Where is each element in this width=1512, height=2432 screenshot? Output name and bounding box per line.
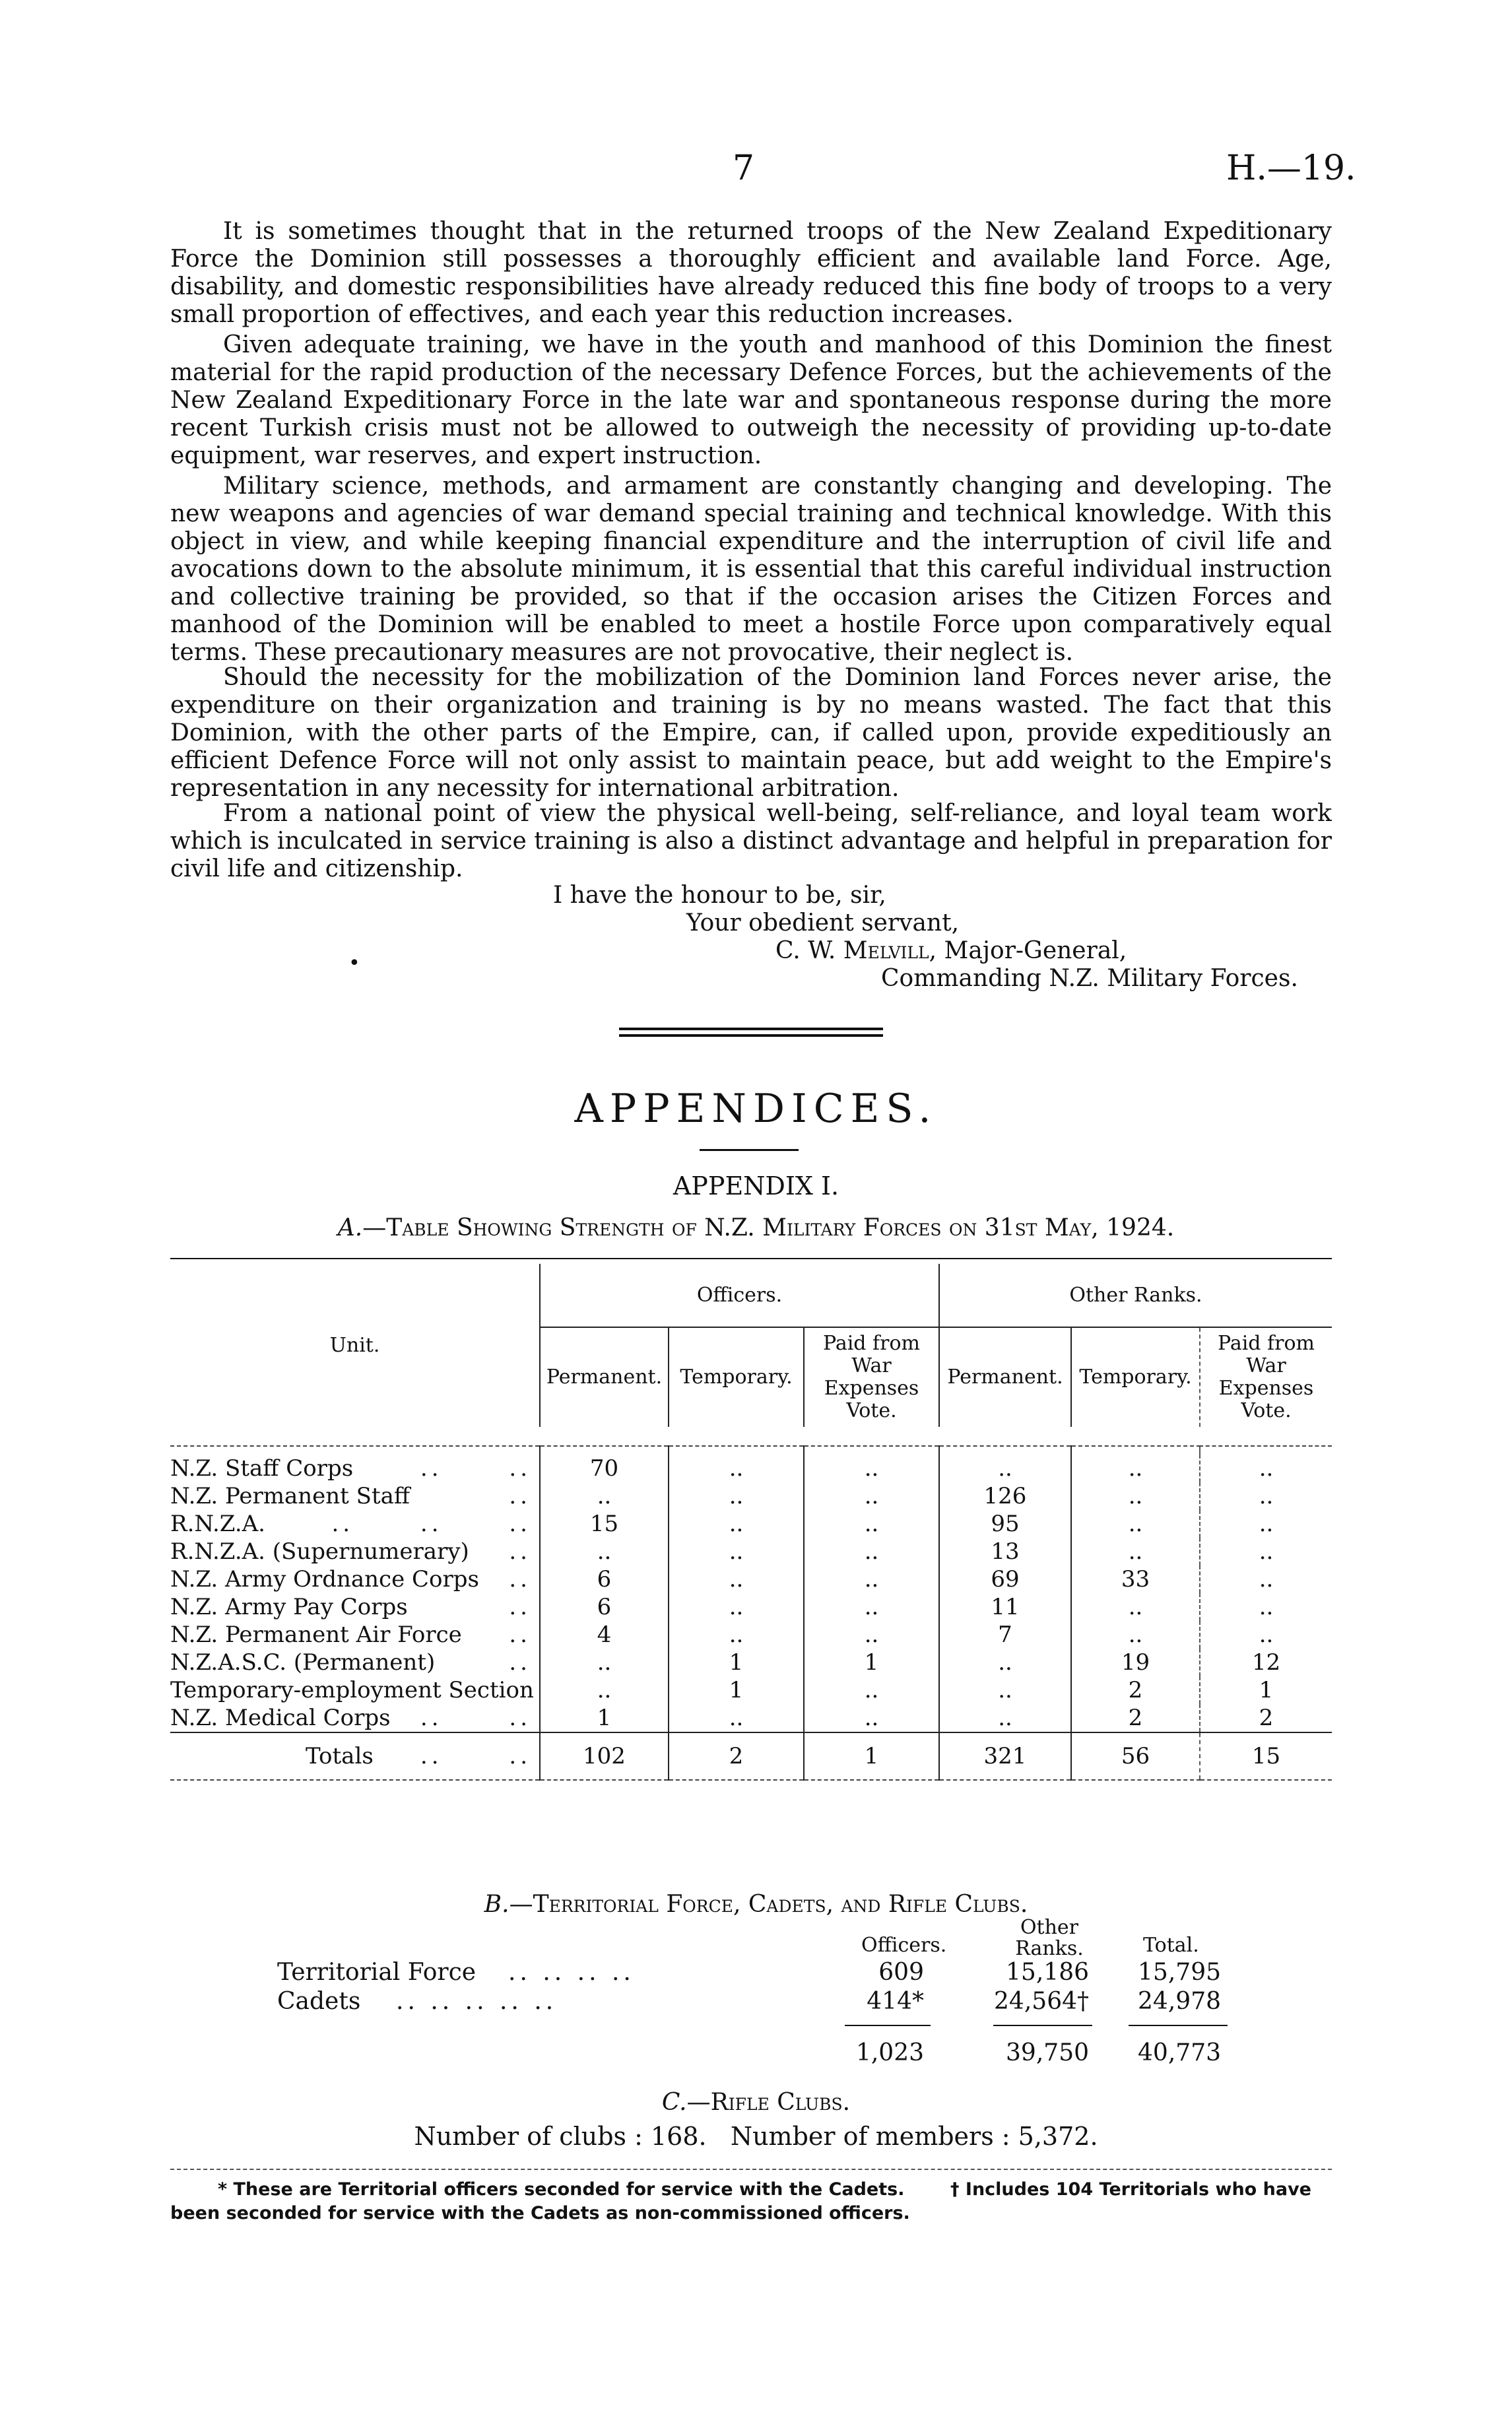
officers-permanent-cell: 6: [540, 1565, 669, 1593]
territorial-officers: 609: [878, 1959, 924, 1986]
dot-leader: .. .. ..: [331, 1511, 531, 1537]
cadets-leader: .. .. .. .. ..: [396, 1988, 558, 2015]
officers-permanent-cell: ..: [540, 1538, 669, 1565]
officers-permanent-cell: 6: [540, 1593, 669, 1621]
bullet-mark: •: [348, 952, 360, 975]
other-war-expenses-cell: ..: [1200, 1565, 1332, 1593]
spacer-row: [170, 1446, 1332, 1455]
valediction: Your obedient servant,: [686, 909, 960, 937]
officers-temporary-cell: ..: [669, 1482, 804, 1510]
officers-temporary-cell: ..: [669, 1621, 804, 1649]
footnote-rule: [170, 2169, 1332, 2170]
unit-cell: [170, 1593, 540, 1621]
officers-war-expenses-cell: ..: [804, 1593, 939, 1621]
dot-leader: ..: [509, 1538, 531, 1565]
officers-permanent-cell: 102: [540, 1732, 669, 1780]
signature-initials: C. W.: [775, 937, 843, 964]
table-c-caption: [0, 2089, 1512, 2116]
unit-cell: [170, 1538, 540, 1565]
unit-name: R.N.Z.A.: [170, 1511, 265, 1537]
officers-temporary-cell: 2: [669, 1732, 804, 1780]
other-permanent-cell: 95: [939, 1510, 1071, 1538]
dot-leader: ..: [509, 1566, 531, 1593]
spacer-cell: [1200, 1446, 1332, 1455]
signature-rank: , Major-General,: [929, 937, 1127, 964]
officers-war-expenses-cell: ..: [804, 1482, 939, 1510]
spacer-cell: [939, 1446, 1071, 1455]
totals-label-cell: [170, 1732, 540, 1780]
officers-temporary-cell: ..: [669, 1538, 804, 1565]
officers-permanent-cell: ..: [540, 1649, 669, 1676]
paragraph-5: From a national point of view the physical well-being, self-reliance, and loyal team work which is inculcated in service training is also a distinct advantage and helpful in preparation for civil life and citizenship.: [170, 800, 1332, 882]
other-war-expenses-cell: 15: [1200, 1732, 1332, 1780]
officers-temporary-cell: 1: [669, 1649, 804, 1676]
other-temporary-cell: ..: [1071, 1482, 1200, 1510]
other-war-expenses-cell: 1: [1200, 1676, 1332, 1704]
table-a-title: —Table Showing Strength of N.Z. Military Forces on 31st May, 1924.: [362, 1214, 1175, 1241]
other-war-expenses-cell: ..: [1200, 1621, 1332, 1649]
officers-temporary-cell: ..: [669, 1704, 804, 1732]
unit-cell: [170, 1676, 540, 1704]
officers-war-expenses-header: Paid from War Expenses Vote.: [804, 1327, 939, 1427]
spacer-cell: [1071, 1446, 1200, 1455]
unit-cell: [170, 1704, 540, 1732]
spacer-cell: [804, 1446, 939, 1455]
territorial-force-leader: .. .. .. ..: [508, 1959, 635, 1986]
other-temporary-cell: 33: [1071, 1565, 1200, 1593]
footnote-continuation: been seconded for service with the Cadets as non-commissioned officers.: [170, 2203, 910, 2223]
officers-war-expenses-cell: 1: [804, 1649, 939, 1676]
closing-line: I have the honour to be, sir,: [553, 882, 886, 909]
other-temporary-cell: ..: [1071, 1510, 1200, 1538]
table-row: [170, 1593, 1332, 1621]
footnote-dagger: † Includes 104 Territorials who have: [950, 2179, 1311, 2200]
totals-label: Totals: [306, 1743, 374, 1769]
unit-cell: [170, 1482, 540, 1510]
unit-name: R.N.Z.A. (Supernumerary): [170, 1538, 469, 1565]
dot-leader: .. ..: [420, 1455, 531, 1482]
unit-name: Temporary-employment Section: [170, 1677, 534, 1703]
other-war-expenses-cell: ..: [1200, 1482, 1332, 1510]
header-rule: [170, 1427, 1332, 1446]
spacer-cell: [540, 1446, 669, 1455]
unit-header: Unit.: [329, 1334, 380, 1357]
table-b-caption: [0, 1891, 1512, 1918]
spacer-cell: [669, 1446, 804, 1455]
appendices-title: APPENDICES.: [574, 1086, 938, 1132]
officers-temporary-cell: ..: [669, 1510, 804, 1538]
cadets-officers: 414*: [867, 1988, 924, 2015]
strength-table: [170, 1264, 1332, 1781]
territorial-other-ranks: 15,186: [1006, 1959, 1089, 1986]
officers-temporary-cell: 1: [669, 1676, 804, 1704]
unit-name: N.Z. Permanent Staff: [170, 1483, 411, 1509]
dot-leader: .. ..: [420, 1705, 531, 1731]
table-row: [170, 1704, 1332, 1732]
officers-war-expenses-cell: ..: [804, 1704, 939, 1732]
table-row: [170, 1482, 1332, 1510]
other-permanent-cell: ..: [939, 1455, 1071, 1482]
territorial-force-label: Territorial Force: [277, 1959, 477, 1986]
unit-cell: [170, 1649, 540, 1676]
officers-temporary-cell: ..: [669, 1593, 804, 1621]
officers-war-expenses-cell: ..: [804, 1621, 939, 1649]
officers-permanent-cell: ..: [540, 1482, 669, 1510]
document-reference: H.—19.: [1226, 148, 1356, 188]
table-b-total-header: Total.: [1143, 1934, 1199, 1957]
officers-permanent-cell: 4: [540, 1621, 669, 1649]
other-temporary-cell: ..: [1071, 1455, 1200, 1482]
other-war-expenses-cell: ..: [1200, 1593, 1332, 1621]
total-other-ranks: 39,750: [1006, 2039, 1089, 2066]
rifle-clubs-line: Number of clubs : 168. Number of members : 5,372.: [414, 2122, 1098, 2151]
other-temporary-cell: 2: [1071, 1704, 1200, 1732]
other-permanent-cell: ..: [939, 1676, 1071, 1704]
officers-group-header: Officers.: [540, 1264, 939, 1327]
other-temporary-cell: 2: [1071, 1676, 1200, 1704]
divider-rule-bottom: [619, 1034, 883, 1037]
officers-permanent-cell: 15: [540, 1510, 669, 1538]
unit-name: N.Z. Staff Corps: [170, 1455, 354, 1482]
officers-war-expenses-cell: ..: [804, 1676, 939, 1704]
table-row: [170, 1621, 1332, 1649]
officers-temporary-header: Temporary.: [669, 1327, 804, 1427]
total-rule-other-ranks: [993, 2025, 1092, 2026]
officers-temporary-cell: ..: [669, 1455, 804, 1482]
total-rule-officers: [845, 2025, 931, 2026]
other-war-expenses-cell: ..: [1200, 1510, 1332, 1538]
table-b-other-ranks-header: Other Ranks.: [1015, 1916, 1084, 1960]
table-c-title: —Rifle Clubs.: [686, 2089, 851, 2116]
table-row: [170, 1538, 1332, 1565]
unit-name: N.Z. Army Ordnance Corps: [170, 1566, 479, 1593]
table-b-title: —Territorial Force, Cadets, and Rifle Clubs.: [509, 1891, 1028, 1918]
total-officers: 1,023: [855, 2039, 924, 2066]
officers-war-expenses-cell: ..: [804, 1538, 939, 1565]
other-temporary-cell: ..: [1071, 1538, 1200, 1565]
other-permanent-cell: ..: [939, 1704, 1071, 1732]
appendix-rule: [700, 1149, 799, 1151]
dot-leader: ..: [509, 1483, 531, 1509]
other-permanent-header: Permanent.: [939, 1327, 1071, 1427]
officers-permanent-cell: 70: [540, 1455, 669, 1482]
other-war-expenses-cell: 2: [1200, 1704, 1332, 1732]
signature-title: Commanding N.Z. Military Forces.: [881, 965, 1298, 992]
table-row: [170, 1455, 1332, 1482]
paragraph-4: Should the necessity for the mobilization of the Dominion land Forces never arise, the expenditure on their organization and training is by no means wasted. The fact that this Dominion, with the other parts of the Empire, can, if called upon, provide expeditiously an efficient Defence Force will not only assist to maintain peace, but add weight to the Empire's representation in any necessity for international arbitration.: [170, 664, 1332, 802]
officers-war-expenses-cell: ..: [804, 1510, 939, 1538]
other-ranks-group-header: Other Ranks.: [939, 1264, 1332, 1327]
grand-total: 40,773: [1138, 2039, 1221, 2066]
unit-cell: [170, 1565, 540, 1593]
officers-permanent-cell: ..: [540, 1676, 669, 1704]
table-c-letter: C.: [661, 2089, 687, 2116]
other-war-expenses-header: Paid from War Expenses Vote.: [1200, 1327, 1332, 1427]
footnote-star: * These are Territorial officers seconded for service with the Cadets.: [218, 2179, 905, 2200]
other-permanent-cell: 126: [939, 1482, 1071, 1510]
signature: [775, 937, 1127, 965]
other-permanent-cell: 69: [939, 1565, 1071, 1593]
other-war-expenses-cell: ..: [1200, 1538, 1332, 1565]
table-row: [170, 1676, 1332, 1704]
other-war-expenses-cell: 12: [1200, 1649, 1332, 1676]
other-permanent-cell: 7: [939, 1621, 1071, 1649]
unit-cell: [170, 1455, 540, 1482]
other-permanent-cell: 321: [939, 1732, 1071, 1780]
unit-name: N.Z.A.S.C. (Permanent): [170, 1649, 436, 1676]
divider-rule-top: [619, 1028, 883, 1030]
other-permanent-cell: ..: [939, 1649, 1071, 1676]
table-b-letter: B.: [484, 1891, 509, 1918]
strength-table-body: [170, 1446, 1332, 1780]
appendix-label: APPENDIX I.: [673, 1171, 839, 1200]
unit-cell: [170, 1621, 540, 1649]
cadets-total: 24,978: [1138, 1988, 1221, 2015]
spacer-cell: [170, 1446, 540, 1455]
unit-cell: [170, 1510, 540, 1538]
paragraph-1: It is sometimes thought that in the returned troops of the New Zealand Expeditionary Force the Dominion still possesses a thoroughly efficient and available land Force. Age, disability, and domestic responsibilities have already reduced this fine body of troops to a very small proportion of effectives, and each year this reduction increases.: [170, 218, 1332, 328]
officers-permanent-header: Permanent.: [540, 1327, 669, 1427]
totals-row: [170, 1732, 1332, 1780]
other-temporary-cell: 56: [1071, 1732, 1200, 1780]
territorial-total: 15,795: [1138, 1959, 1221, 1986]
dot-leader: .. ..: [420, 1743, 531, 1769]
table-row: [170, 1510, 1332, 1538]
other-war-expenses-cell: ..: [1200, 1455, 1332, 1482]
paragraph-2: Given adequate training, we have in the youth and manhood of this Dominion the finest material for the rapid production of the necessary Defence Forces, but the achievements of the New Zealand Expeditionary Force in the late war and spontaneous response during the more recent Turkish crisis must not be allowed to outweigh the necessity of providing up-to-date equipment, war reserves, and expert instruction.: [170, 331, 1332, 469]
cadets-other-ranks: 24,564†: [994, 1988, 1089, 2015]
page-number: 7: [733, 148, 755, 188]
unit-name: N.Z. Army Pay Corps: [170, 1594, 408, 1620]
other-permanent-cell: 13: [939, 1538, 1071, 1565]
officers-war-expenses-cell: 1: [804, 1732, 939, 1780]
other-temporary-cell: ..: [1071, 1621, 1200, 1649]
dot-leader: ..: [509, 1649, 531, 1676]
paragraph-3: Military science, methods, and armament are constantly changing and developing. The new weapons and agencies of war demand special training and technical knowledge. With this object in view, and while keeping financial expenditure and the interruption of civil life and avocations down to the absolute minimum, it is essential that this careful individual instruction and collective training be provided, so that if the occasion arises the Citizen Forces and manhood of the Dominion will be enabled to meet a hostile Force upon comparatively equal terms. These precautionary measures are not provocative, their neglect is.: [170, 473, 1332, 666]
table-a-top-rule: [170, 1258, 1332, 1259]
officers-temporary-cell: ..: [669, 1565, 804, 1593]
table-a-letter: A.: [337, 1214, 363, 1241]
table-row: [170, 1649, 1332, 1676]
table-row: [170, 1565, 1332, 1593]
total-rule-total: [1129, 2025, 1228, 2026]
officers-permanent-cell: 1: [540, 1704, 669, 1732]
dot-leader: ..: [509, 1594, 531, 1620]
other-temporary-cell: 19: [1071, 1649, 1200, 1676]
unit-name: N.Z. Medical Corps: [170, 1705, 391, 1731]
dot-leader: ..: [509, 1622, 531, 1648]
other-temporary-header: Temporary.: [1071, 1327, 1200, 1427]
other-temporary-cell: ..: [1071, 1593, 1200, 1621]
officers-war-expenses-cell: ..: [804, 1565, 939, 1593]
table-a-caption: [0, 1214, 1512, 1241]
other-permanent-cell: 11: [939, 1593, 1071, 1621]
table-b-officers-header: Officers.: [861, 1934, 947, 1957]
signature-name: Melvill: [843, 937, 929, 964]
unit-name: N.Z. Permanent Air Force: [170, 1622, 462, 1648]
officers-war-expenses-cell: ..: [804, 1455, 939, 1482]
cadets-label: Cadets: [277, 1988, 361, 2015]
